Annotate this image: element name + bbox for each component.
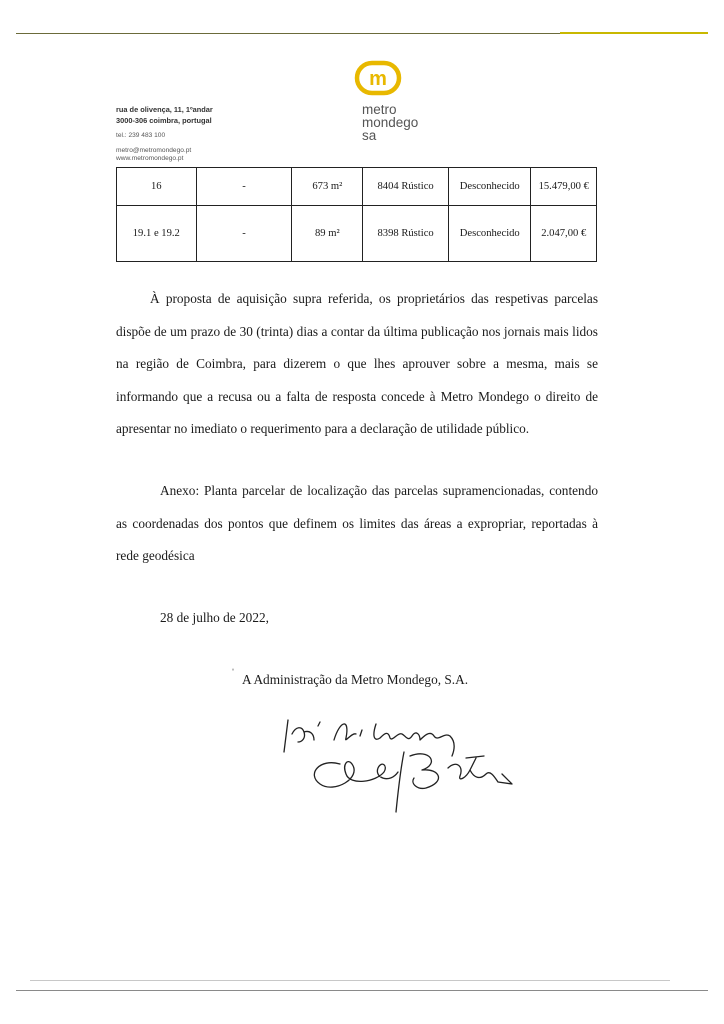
metro-mondego-logo-icon — [354, 60, 402, 96]
brand-line-3: sa — [362, 128, 377, 143]
website-address: www.metromondego.pt — [116, 155, 184, 162]
margin-mark: ˈ — [231, 666, 235, 680]
owner-cell: Desconhecido — [448, 168, 531, 206]
brand-line-1: metro — [362, 102, 397, 117]
signatory-line: A Administração da Metro Mondego, S.A. — [242, 672, 469, 687]
body-paragraph-1 — [116, 283, 598, 446]
table-cell: - — [196, 168, 292, 206]
address-line-2: 3000-306 coimbra, portugal — [116, 116, 212, 125]
table-row — [117, 206, 597, 262]
area-cell: 89 m² — [292, 206, 363, 262]
logo-letter: m — [369, 68, 387, 90]
value-cell: 15.479,00 € — [531, 168, 597, 206]
address-line-1: rua de olivença, 11, 1ºandar — [116, 105, 213, 114]
owner-cell: Desconhecido — [448, 206, 531, 262]
document-date: 28 de julho de 2022, — [160, 610, 269, 625]
parcels-table — [116, 167, 597, 262]
handwritten-signature-image — [280, 712, 520, 822]
footer-rule — [16, 990, 708, 991]
brand-line-2: mondego — [362, 115, 419, 130]
table-row — [117, 168, 597, 206]
letterhead-address — [116, 104, 213, 163]
phone-number: tel.: 239 483 100 — [116, 132, 166, 139]
parcel-number-cell: 16 — [117, 168, 197, 206]
brand-name — [362, 103, 418, 142]
article-cell: 8404 Rústico — [363, 168, 449, 206]
paragraph-2-text: Anexo: Planta parcelar de localização das parcelas supramencionadas, contendo as coordenadas dos pontos que definem os limites das áreas a expropriar, reportadas à rede geodésica — [116, 483, 598, 564]
table-cell: - — [196, 206, 292, 262]
footer-rule-light — [30, 980, 670, 981]
top-rule-accent — [560, 32, 708, 34]
value-cell: 2.047,00 € — [531, 206, 597, 262]
paragraph-1-text: À proposta de aquisição supra referida, os proprietários das respetivas parcelas dispõe de um prazo de 30 (trinta) dias a contar da última publicação nos jornais mais lidos na região de Coimbra, para dizerem o que lhes aprouver sobre a mesma, mais se informando que a recusa ou a falta de resposta concede à Metro Mondego o direito de apresentar no imediato o requerimento para a declaração de utilidade público. — [116, 291, 598, 437]
body-paragraph-2 — [116, 475, 598, 573]
parcel-number-cell: 19.1 e 19.2 — [117, 206, 197, 262]
area-cell: 673 m² — [292, 168, 363, 206]
email-address: metro@metromondego.pt — [116, 147, 192, 154]
article-cell: 8398 Rústico — [363, 206, 449, 262]
